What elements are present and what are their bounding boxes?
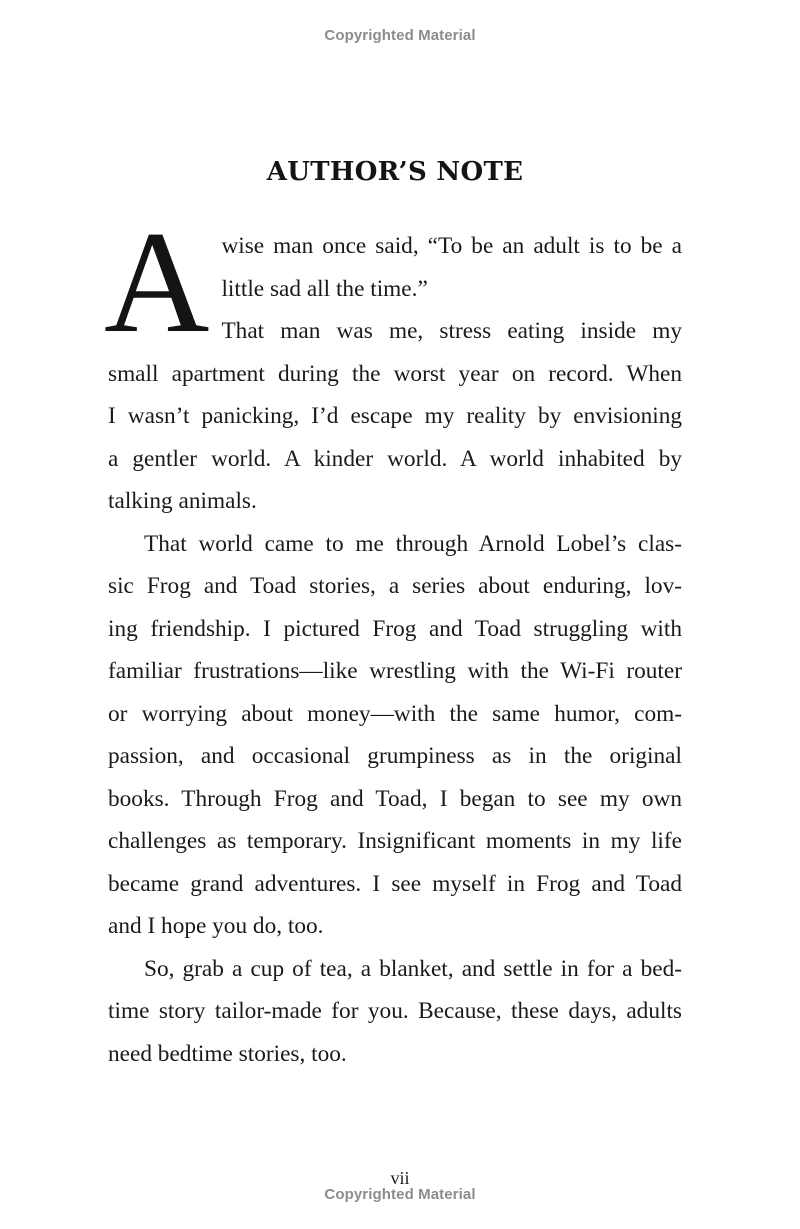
page-number: vii xyxy=(390,1168,410,1188)
text-line: I wasn’t panicking, I’d escape my reality by envisioning xyxy=(108,403,682,429)
copyright-watermark-top: Copyrighted Material xyxy=(324,27,476,44)
text-line: became grand adventures. I see myself in Frog and Toad xyxy=(108,870,682,897)
paragraph-1 xyxy=(104,201,682,523)
drop-cap: A xyxy=(104,201,210,363)
text-line: time story tailor-made for you. Because, these days, adults xyxy=(108,998,682,1024)
text-line: wise man once said, “To be an adult is to be a xyxy=(221,233,682,259)
paragraph-3 xyxy=(108,948,682,1076)
text-line: challenges as temporary. Insignificant moments in my life xyxy=(108,828,682,854)
page-title: AUTHOR’S NOTE xyxy=(266,157,524,188)
text-line: That man was me, stress eating inside my xyxy=(221,318,682,344)
text-line: books. Through Frog and Toad, I began to see my own xyxy=(108,785,682,812)
text-line: a gentler world. A kinder world. A world inhabited by xyxy=(108,445,682,472)
copyright-watermark-bottom: Copyrighted Material xyxy=(324,1186,476,1203)
text-line: ing friendship. I pictured Frog and Toad struggling with xyxy=(108,615,682,642)
text-line: familiar frustrations—like wrestling with the Wi-Fi router xyxy=(108,658,682,684)
text-line: or worrying about money—with the same humor, com- xyxy=(108,700,682,727)
text-line: talking animals. xyxy=(108,488,257,514)
text-line: passion, and occasional grumpiness as in the original xyxy=(108,743,682,769)
text-line: That world came to me through Arnold Lobel’s clas- xyxy=(144,530,682,557)
text-line: need bedtime stories, too. xyxy=(108,1040,347,1067)
text-line: little sad all the time.” xyxy=(221,275,428,302)
body-text xyxy=(104,201,682,1075)
text-line: small apartment during the worst year on record. When xyxy=(108,360,682,387)
text-line: and I hope you do, too. xyxy=(108,913,324,939)
text-line: So, grab a cup of tea, a blanket, and settle in for a bed- xyxy=(144,955,682,982)
text-line: sic Frog and Toad stories, a series about enduring, lov- xyxy=(108,573,682,599)
paragraph-2 xyxy=(108,523,682,948)
